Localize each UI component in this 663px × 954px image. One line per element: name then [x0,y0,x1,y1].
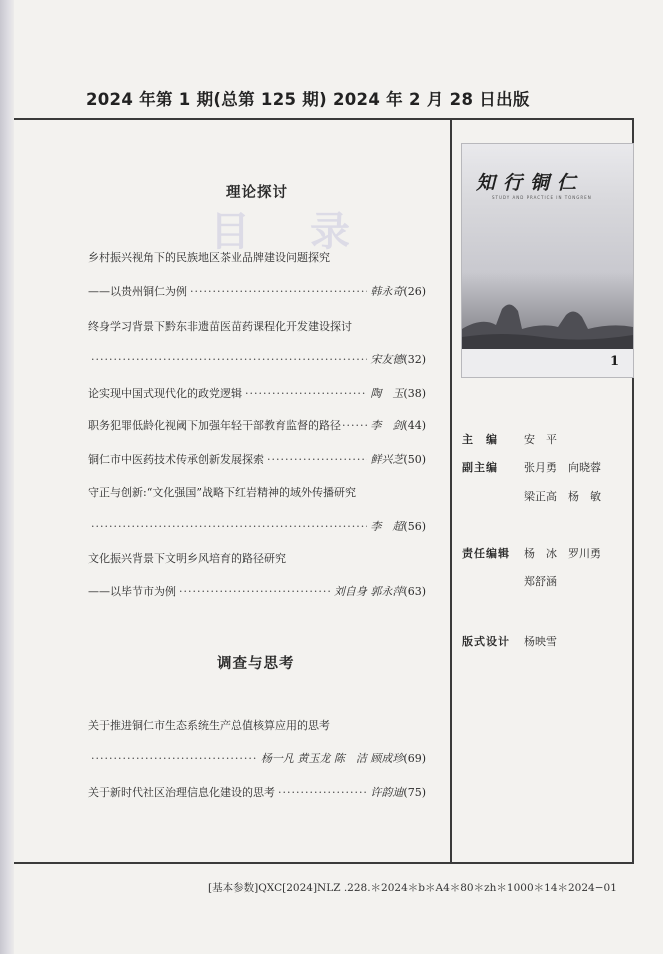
entry-author: 韩永奇 [370,285,404,298]
leader-dots [91,752,258,766]
leader-dots [91,520,367,534]
entry-page: (75) [403,786,426,799]
staff-names: 杨 冰 罗川勇 [524,547,601,560]
leader-dots [179,585,331,599]
toc-entry-line[interactable] [88,453,426,467]
staff-row [462,573,557,589]
toc-entry-line[interactable] [88,387,426,401]
entry-title: 终身学习背景下黔东非遗苗医苗药课程化开发建设探讨 [88,320,352,333]
toc-entry-line[interactable] [88,752,426,766]
entry-page: (50) [403,453,426,466]
toc-entry-title[interactable] [88,552,426,566]
basic-parameters: [基本参数]QXC[2024]NLZ .228.＊2024＊b＊A4＊80＊zh＊1000＊14＊2024−01 [208,882,617,894]
entry-page: (56) [403,520,426,533]
entry-author: 杨一凡 黄玉龙 陈 洁 顾成珍 [260,752,404,765]
toc-entry-title[interactable] [88,719,426,733]
staff-names: 郑舒涵 [524,575,557,588]
entry-author: 宋友德 [370,353,404,366]
staff-role: 主 编 [462,433,498,446]
entry-title: 关于推进铜仁市生态系统生产总值核算应用的思考 [88,719,330,732]
leader-dots [245,387,367,401]
staff-row [462,459,601,475]
entry-title: 铜仁市中医药技术传承创新发展探索 [88,453,264,466]
staff-names: 张月勇 向晓蓉 [524,461,601,474]
cover-footer [462,349,633,377]
entry-subtitle: ——以贵州铜仁为例 [88,285,187,298]
toc-entry-line[interactable] [88,353,426,367]
entry-title: 职务犯罪低龄化视阈下加强年轻干部教育监督的路径 [88,419,341,432]
entry-page: (69) [403,752,426,765]
entry-title: 论实现中国式现代化的政党逻辑 [88,387,242,400]
toc-entry-title[interactable] [88,486,426,500]
toc-entry-line[interactable] [88,786,426,800]
entry-page: (32) [403,353,426,366]
entry-title: 乡村振兴视角下的民族地区茶业品牌建设问题探究 [88,251,330,264]
entry-author: 李 剑 [370,419,404,432]
entry-author: 陶 玉 [370,387,404,400]
toc-entry-line[interactable] [88,419,426,433]
toc-entry-title[interactable] [88,320,426,334]
staff-role [462,488,524,504]
entry-page: (26) [403,285,426,298]
cover-landscape [462,289,633,349]
staff-role [462,573,524,589]
toc-entry-title[interactable] [88,251,426,265]
watermark-text: 目录 [210,209,410,255]
staff-row [462,545,601,561]
leader-dots [342,419,369,433]
entry-title: 文化振兴背景下文明乡风培育的路径研究 [88,552,286,565]
toc-entry-line[interactable] [88,285,426,299]
toc-entry-line[interactable] [88,585,426,599]
staff-row [462,488,601,504]
entry-title: 守正与创新:“文化强国”战略下红岩精神的域外传播研究 [88,486,356,499]
entry-page: (44) [403,419,426,432]
entry-author: 许韵迪 [370,786,404,799]
staff-role: 副主编 [462,461,498,474]
column-divider [450,118,452,862]
entry-page: (63) [403,585,426,598]
leader-dots [91,353,367,367]
entry-page: (38) [403,387,426,400]
section-title-survey: 调查与思考 [217,656,295,672]
staff-row [462,633,557,649]
leader-dots [190,285,367,299]
staff-names: 杨映雪 [524,635,557,648]
entry-author: 李 超 [370,520,404,533]
page-edge [0,0,14,954]
cover-title: 知行铜仁 [476,172,585,194]
toc-entry-line[interactable] [88,520,426,534]
entry-subtitle: ——以毕节市为例 [88,585,176,598]
entry-author: 鲜兴芝 [370,453,404,466]
staff-names: 安 平 [524,433,557,446]
cover-subtitle: STUDY AND PRACTICE IN TONGREN [492,195,592,200]
bottom-rule [14,862,634,864]
entry-author: 刘自身 郭永萍 [333,585,404,598]
leader-dots [278,786,367,800]
staff-role: 版式设计 [462,635,510,648]
leader-dots [267,453,367,467]
cover-issue-number: 1 [609,354,619,369]
entry-title: 关于新时代社区治理信息化建设的思考 [88,786,275,799]
staff-role: 责任编辑 [462,547,510,560]
staff-names: 梁正高 杨 敏 [524,490,601,503]
journal-cover-image [461,143,634,378]
staff-row [462,431,557,447]
top-rule [14,118,634,120]
issue-line: 2024 年第 1 期(总第 125 期) 2024 年 2 月 28 日出版 [86,90,530,109]
section-title-theory: 理论探讨 [226,185,288,201]
